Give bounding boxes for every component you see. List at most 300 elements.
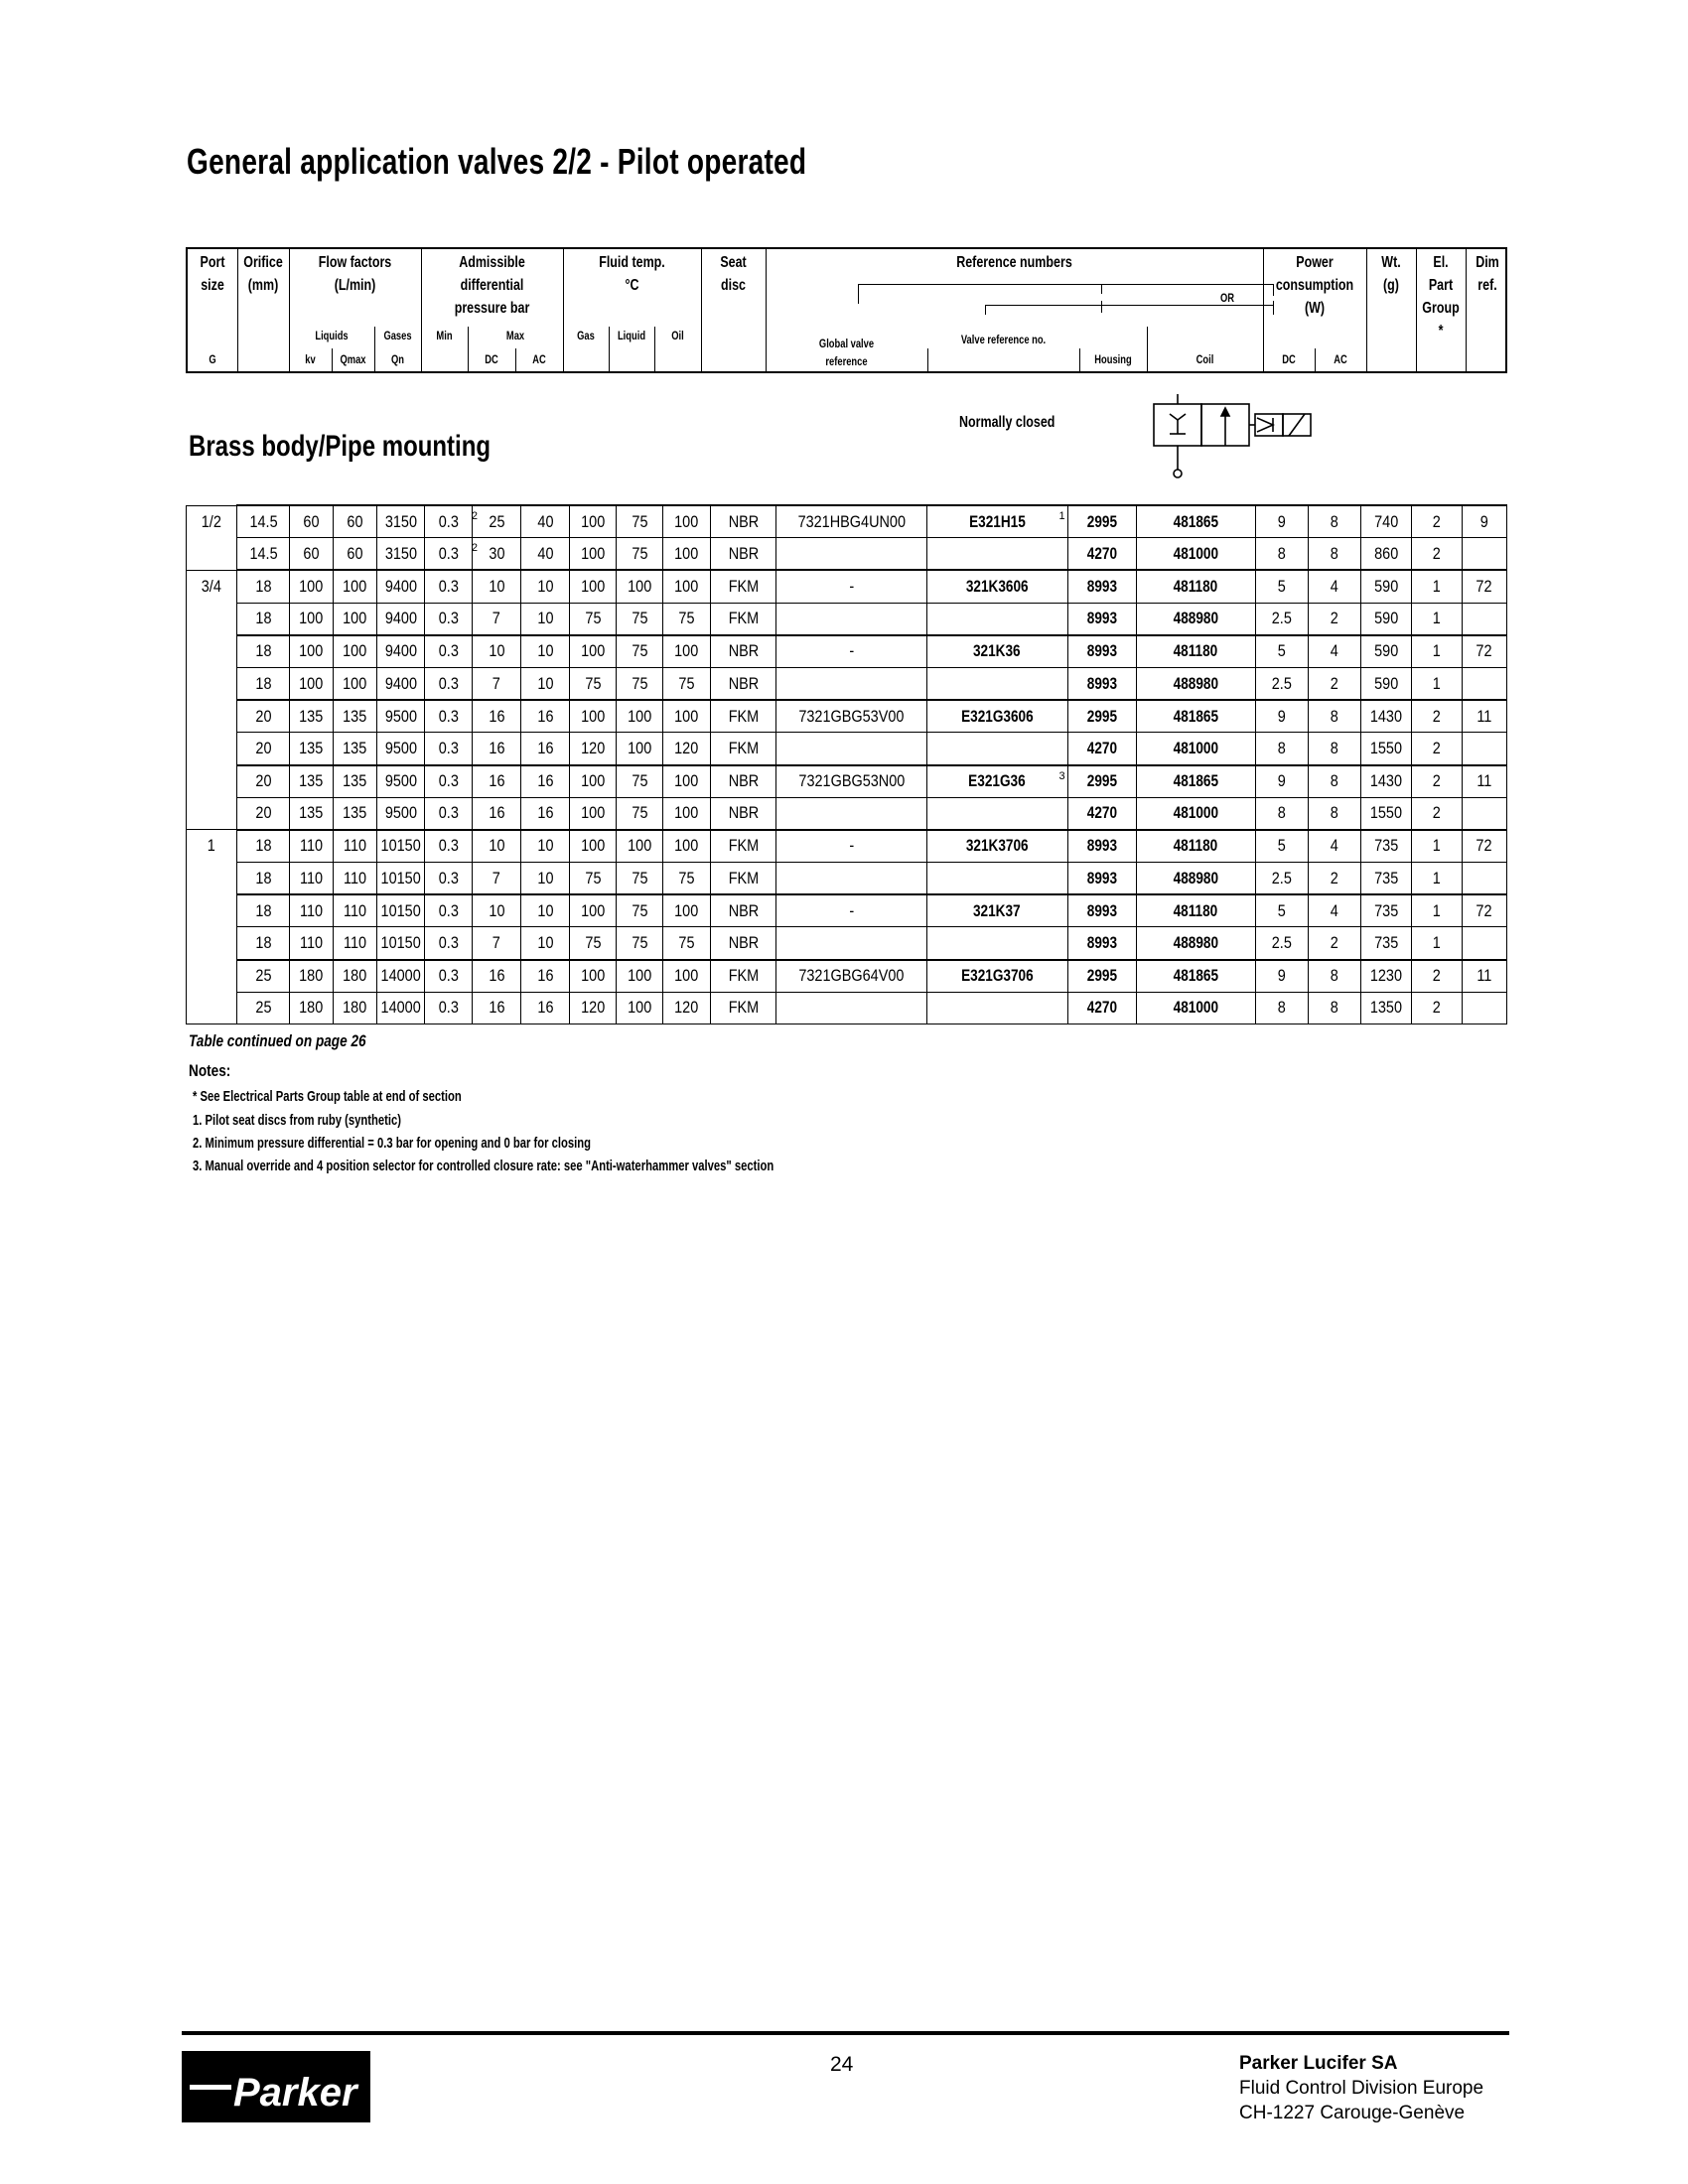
cell-housing: 8993 xyxy=(1067,667,1136,700)
cell-global xyxy=(776,667,926,700)
cell-liquid: 75 xyxy=(617,765,663,798)
cell-dc: 7 xyxy=(473,927,521,960)
cell-el: 1 xyxy=(1411,927,1462,960)
cell-wt: 860 xyxy=(1360,538,1411,571)
cell-gas: 75 xyxy=(570,603,617,635)
power-dc-label: DC xyxy=(1282,352,1296,366)
cell-port: 3/4 xyxy=(187,570,237,603)
footer-rule xyxy=(182,2031,1509,2035)
cell-housing: 8993 xyxy=(1067,570,1136,603)
oil-label: Oil xyxy=(671,329,684,342)
cell-wdc: 8 xyxy=(1255,733,1308,765)
cell-orifice: 18 xyxy=(237,863,290,895)
cell-gas: 120 xyxy=(570,992,617,1024)
coil-label: Coil xyxy=(1196,352,1214,366)
cell-valve: E321G3606 xyxy=(926,700,1067,733)
cell-el: 2 xyxy=(1411,960,1462,993)
cell-orifice: 18 xyxy=(237,927,290,960)
cell-wac: 4 xyxy=(1308,894,1360,927)
cell-kv: 110 xyxy=(290,830,334,863)
cell-el: 2 xyxy=(1411,765,1462,798)
cell-dim: 72 xyxy=(1462,894,1506,927)
cell-ac: 10 xyxy=(521,863,570,895)
cell-ac: 16 xyxy=(521,960,570,993)
cell-liquid: 75 xyxy=(617,797,663,830)
cell-port: 1 xyxy=(187,830,237,863)
table-continued-note: Table continued on page 26 xyxy=(189,1031,366,1050)
cell-dc: 10 xyxy=(473,570,521,603)
cell-coil: 488980 xyxy=(1137,927,1256,960)
cell-qmax: 100 xyxy=(334,603,377,635)
cell-wt: 735 xyxy=(1360,863,1411,895)
table-row xyxy=(187,538,1507,571)
cell-gas: 75 xyxy=(570,927,617,960)
cell-seat: NBR xyxy=(711,667,776,700)
cell-port xyxy=(187,733,237,765)
table-row xyxy=(187,863,1507,895)
cell-oil: 100 xyxy=(663,700,711,733)
cell-wt: 735 xyxy=(1360,894,1411,927)
cell-wt: 1350 xyxy=(1360,992,1411,1024)
cell-qmax: 60 xyxy=(334,538,377,571)
cell-coil: 481180 xyxy=(1137,894,1256,927)
cell-wac: 2 xyxy=(1308,863,1360,895)
cell-liquid: 75 xyxy=(617,635,663,668)
cell-valve xyxy=(926,797,1067,830)
cell-kv: 110 xyxy=(290,894,334,927)
table-row xyxy=(187,635,1507,668)
cell-port xyxy=(187,927,237,960)
cell-liquid: 75 xyxy=(617,927,663,960)
footnote-marker: 2 xyxy=(471,542,479,555)
cell-qn: 9400 xyxy=(377,667,425,700)
cell-oil: 100 xyxy=(663,830,711,863)
cell-valve xyxy=(926,667,1067,700)
cell-wac: 8 xyxy=(1308,797,1360,830)
cell-gas: 100 xyxy=(570,960,617,993)
cell-qn: 9500 xyxy=(377,700,425,733)
cell-port xyxy=(187,797,237,830)
company-address xyxy=(1239,2051,1483,2125)
cell-min: 0.3 xyxy=(425,927,473,960)
table-row xyxy=(187,797,1507,830)
valve-reference-no-label: Valve reference no. xyxy=(960,333,1047,346)
cell-min: 0.3 xyxy=(425,700,473,733)
cell-min: 0.3 xyxy=(425,830,473,863)
cell-qn: 10150 xyxy=(377,830,425,863)
cell-qmax: 100 xyxy=(334,635,377,668)
cell-liquid: 100 xyxy=(617,570,663,603)
cell-min: 0.3 2 xyxy=(425,505,473,538)
footnote-marker: 3 xyxy=(1058,769,1065,782)
cell-wac: 8 xyxy=(1308,733,1360,765)
cell-housing: 4270 xyxy=(1067,992,1136,1024)
cell-qmax: 110 xyxy=(334,927,377,960)
cell-qn: 3150 xyxy=(377,538,425,571)
cell-dc: 16 xyxy=(473,733,521,765)
cell-valve: 321K3606 xyxy=(926,570,1067,603)
cell-qmax: 110 xyxy=(334,894,377,927)
cell-wt: 735 xyxy=(1360,830,1411,863)
cell-ac: 10 xyxy=(521,603,570,635)
table-row xyxy=(187,700,1507,733)
cell-el: 1 xyxy=(1411,830,1462,863)
cell-seat: NBR xyxy=(711,765,776,798)
cell-wac: 8 xyxy=(1308,960,1360,993)
cell-global xyxy=(776,927,926,960)
cell-port xyxy=(187,992,237,1024)
cell-ac: 16 xyxy=(521,765,570,798)
note-item: 1. Pilot seat discs from ruby (synthetic) xyxy=(193,1112,402,1129)
cell-wt: 590 xyxy=(1360,603,1411,635)
cell-wdc: 8 xyxy=(1255,538,1308,571)
cell-min: 0.3 xyxy=(425,863,473,895)
cell-ac: 16 xyxy=(521,797,570,830)
el-part-group-header: El. Part Group * xyxy=(1422,254,1460,340)
cell-el: 2 xyxy=(1411,797,1462,830)
company-location: CH-1227 Carouge-Genève xyxy=(1239,2103,1466,2123)
cell-wdc: 5 xyxy=(1255,635,1308,668)
cell-dim xyxy=(1462,863,1506,895)
cell-wdc: 5 xyxy=(1255,830,1308,863)
cell-liquid: 100 xyxy=(617,992,663,1024)
or-label: OR xyxy=(1219,291,1235,305)
liquids-label: Liquids xyxy=(315,329,349,342)
table-header xyxy=(186,247,1507,373)
cell-global: 7321GBG64V00 xyxy=(776,960,926,993)
cell-el: 1 xyxy=(1411,635,1462,668)
cell-coil: 481000 xyxy=(1137,992,1256,1024)
cell-kv: 100 xyxy=(290,667,334,700)
cell-qmax: 135 xyxy=(334,797,377,830)
orifice-header: Orifice (mm) xyxy=(243,254,283,294)
cell-valve xyxy=(926,927,1067,960)
cell-coil: 481865 xyxy=(1137,700,1256,733)
cell-qn: 9500 xyxy=(377,733,425,765)
kv-label: kv xyxy=(305,352,316,366)
admissible-pressure-header: Admissible differential pressure bar xyxy=(454,254,530,317)
cell-oil: 100 xyxy=(663,765,711,798)
cell-global: 7321GBG53V00 xyxy=(776,700,926,733)
cell-oil: 120 xyxy=(663,992,711,1024)
cell-ac: 10 xyxy=(521,635,570,668)
cell-orifice: 14.5 xyxy=(237,538,290,571)
cell-wt: 1430 xyxy=(1360,700,1411,733)
note-item: * See Electrical Parts Group table at end of section xyxy=(193,1088,462,1105)
cell-el: 1 xyxy=(1411,667,1462,700)
cell-el: 1 xyxy=(1411,863,1462,895)
cell-orifice: 14.5 xyxy=(237,505,290,538)
cell-wt: 590 xyxy=(1360,570,1411,603)
cell-oil: 75 xyxy=(663,667,711,700)
cell-housing: 8993 xyxy=(1067,863,1136,895)
cell-valve: E321G3706 xyxy=(926,960,1067,993)
min-label: Min xyxy=(436,329,453,342)
cell-liquid: 100 xyxy=(617,830,663,863)
cell-oil: 100 xyxy=(663,797,711,830)
cell-qn: 10150 xyxy=(377,863,425,895)
cell-dim: 11 xyxy=(1462,700,1506,733)
max-label: Max xyxy=(505,329,525,342)
cell-orifice: 25 xyxy=(237,960,290,993)
cell-oil: 100 xyxy=(663,894,711,927)
cell-ac: 40 xyxy=(521,538,570,571)
cell-valve xyxy=(926,863,1067,895)
cell-wac: 8 xyxy=(1308,992,1360,1024)
cell-min: 0.3 xyxy=(425,733,473,765)
table-row xyxy=(187,830,1507,863)
cell-wt: 1230 xyxy=(1360,960,1411,993)
note-item: 2. Minimum pressure differential = 0.3 bar for opening and 0 bar for closing xyxy=(193,1135,592,1152)
cell-wac: 8 xyxy=(1308,538,1360,571)
cell-dc: 16 xyxy=(473,700,521,733)
table-row xyxy=(187,927,1507,960)
cell-ac: 10 xyxy=(521,570,570,603)
cell-coil: 481865 xyxy=(1137,765,1256,798)
cell-orifice: 18 xyxy=(237,603,290,635)
cell-wt: 740 xyxy=(1360,505,1411,538)
cell-el: 2 xyxy=(1411,992,1462,1024)
cell-housing: 8993 xyxy=(1067,894,1136,927)
cell-gas: 100 xyxy=(570,635,617,668)
cell-orifice: 18 xyxy=(237,894,290,927)
notes-heading: Notes: xyxy=(189,1061,231,1080)
cell-wdc: 5 xyxy=(1255,570,1308,603)
cell-global: - xyxy=(776,830,926,863)
cell-oil: 100 xyxy=(663,570,711,603)
cell-housing: 8993 xyxy=(1067,603,1136,635)
cell-qmax: 135 xyxy=(334,700,377,733)
cell-dim: 11 xyxy=(1462,765,1506,798)
cell-liquid: 100 xyxy=(617,700,663,733)
gases-label: Gases xyxy=(383,329,412,342)
cell-gas: 100 xyxy=(570,894,617,927)
seat-disc-header: Seat disc xyxy=(720,254,747,294)
cell-port xyxy=(187,635,237,668)
cell-gas: 100 xyxy=(570,797,617,830)
dc-label: DC xyxy=(485,352,498,366)
cell-valve xyxy=(926,992,1067,1024)
cell-housing: 2995 xyxy=(1067,505,1136,538)
cell-wdc: 8 xyxy=(1255,992,1308,1024)
cell-valve: E321G36 3 xyxy=(926,765,1067,798)
cell-dim xyxy=(1462,733,1506,765)
cell-qn: 14000 xyxy=(377,960,425,993)
cell-wac: 4 xyxy=(1308,570,1360,603)
cell-seat: NBR xyxy=(711,797,776,830)
cell-port xyxy=(187,863,237,895)
cell-wdc: 5 xyxy=(1255,894,1308,927)
cell-orifice: 18 xyxy=(237,667,290,700)
cell-dim xyxy=(1462,667,1506,700)
cell-min: 0.3 xyxy=(425,797,473,830)
weight-header: Wt. (g) xyxy=(1381,254,1401,294)
cell-coil: 488980 xyxy=(1137,667,1256,700)
cell-oil: 75 xyxy=(663,927,711,960)
cell-dim xyxy=(1462,992,1506,1024)
cell-liquid: 75 xyxy=(617,505,663,538)
section-subtitle: Brass body/Pipe mounting xyxy=(189,430,492,463)
cell-gas: 100 xyxy=(570,505,617,538)
cell-wt: 590 xyxy=(1360,667,1411,700)
cell-seat: NBR xyxy=(711,927,776,960)
table-row xyxy=(187,603,1507,635)
cell-el: 1 xyxy=(1411,894,1462,927)
cell-qmax: 180 xyxy=(334,960,377,993)
cell-dim xyxy=(1462,538,1506,571)
cell-seat: NBR xyxy=(711,635,776,668)
cell-el: 1 xyxy=(1411,603,1462,635)
cell-wac: 2 xyxy=(1308,927,1360,960)
cell-port xyxy=(187,603,237,635)
cell-wdc: 2.5 xyxy=(1255,667,1308,700)
cell-orifice: 20 xyxy=(237,700,290,733)
cell-wac: 2 xyxy=(1308,667,1360,700)
cell-wdc: 8 xyxy=(1255,797,1308,830)
table-row xyxy=(187,733,1507,765)
table-row xyxy=(187,667,1507,700)
flow-factors-header: Flow factors (L/min) xyxy=(318,254,392,294)
cell-coil: 481180 xyxy=(1137,830,1256,863)
cell-el: 2 xyxy=(1411,505,1462,538)
cell-liquid: 75 xyxy=(617,538,663,571)
cell-coil: 481000 xyxy=(1137,538,1256,571)
cell-seat: FKM xyxy=(711,700,776,733)
cell-seat: FKM xyxy=(711,733,776,765)
cell-kv: 60 xyxy=(290,505,334,538)
cell-dim xyxy=(1462,927,1506,960)
cell-ac: 10 xyxy=(521,830,570,863)
cell-min: 0.3 xyxy=(425,667,473,700)
cell-wdc: 9 xyxy=(1255,960,1308,993)
cell-kv: 135 xyxy=(290,797,334,830)
parker-logo xyxy=(182,2051,370,2127)
ac-label: AC xyxy=(532,352,546,366)
cell-gas: 100 xyxy=(570,538,617,571)
cell-port xyxy=(187,700,237,733)
cell-el: 1 xyxy=(1411,570,1462,603)
cell-kv: 110 xyxy=(290,863,334,895)
cell-kv: 135 xyxy=(290,765,334,798)
port-size-header: Port size xyxy=(200,254,225,294)
normally-closed-valve-symbol xyxy=(1152,392,1321,481)
cell-dim xyxy=(1462,603,1506,635)
cell-seat: FKM xyxy=(711,603,776,635)
cell-gas: 75 xyxy=(570,863,617,895)
page-number: 24 xyxy=(830,2053,854,2076)
cell-dc: 16 xyxy=(473,765,521,798)
cell-seat: NBR xyxy=(711,894,776,927)
company-name: Parker Lucifer SA xyxy=(1239,2053,1398,2074)
cell-port: 1/2 xyxy=(187,505,237,538)
cell-liquid: 100 xyxy=(617,960,663,993)
cell-kv: 110 xyxy=(290,927,334,960)
cell-dim: 72 xyxy=(1462,635,1506,668)
fluid-temp-header: Fluid temp. °C xyxy=(599,254,665,294)
cell-kv: 100 xyxy=(290,635,334,668)
cell-global: - xyxy=(776,894,926,927)
cell-global xyxy=(776,797,926,830)
cell-global: - xyxy=(776,635,926,668)
qn-label: Qn xyxy=(390,352,404,366)
cell-qmax: 180 xyxy=(334,992,377,1024)
cell-dc: 16 xyxy=(473,960,521,993)
cell-el: 2 xyxy=(1411,733,1462,765)
cell-wac: 4 xyxy=(1308,830,1360,863)
cell-orifice: 18 xyxy=(237,570,290,603)
cell-wac: 8 xyxy=(1308,700,1360,733)
cell-dc: 10 xyxy=(473,894,521,927)
cell-valve: 321K36 xyxy=(926,635,1067,668)
cell-orifice: 18 xyxy=(237,830,290,863)
cell-dc: 30 xyxy=(473,538,521,571)
qmax-label: Qmax xyxy=(340,352,366,366)
cell-qn: 10150 xyxy=(377,894,425,927)
cell-liquid: 75 xyxy=(617,603,663,635)
cell-min: 0.3 xyxy=(425,603,473,635)
cell-coil: 481180 xyxy=(1137,570,1256,603)
cell-kv: 135 xyxy=(290,733,334,765)
port-g-label: G xyxy=(209,352,216,366)
cell-wt: 590 xyxy=(1360,635,1411,668)
cell-ac: 16 xyxy=(521,733,570,765)
cell-gas: 100 xyxy=(570,700,617,733)
cell-dim: 72 xyxy=(1462,570,1506,603)
cell-port xyxy=(187,765,237,798)
cell-wt: 735 xyxy=(1360,927,1411,960)
cell-dc: 7 xyxy=(473,667,521,700)
cell-housing: 2995 xyxy=(1067,960,1136,993)
cell-global: 7321HBG4UN00 xyxy=(776,505,926,538)
dim-ref-header: Dim ref. xyxy=(1476,254,1499,294)
cell-dc: 25 xyxy=(473,505,521,538)
cell-dc: 10 xyxy=(473,830,521,863)
cell-ac: 10 xyxy=(521,894,570,927)
cell-liquid: 100 xyxy=(617,733,663,765)
liquid-label: Liquid xyxy=(617,329,646,342)
cell-dc: 7 xyxy=(473,863,521,895)
cell-liquid: 75 xyxy=(617,894,663,927)
cell-global xyxy=(776,733,926,765)
cell-oil: 100 xyxy=(663,960,711,993)
cell-orifice: 20 xyxy=(237,797,290,830)
cell-housing: 8993 xyxy=(1067,830,1136,863)
cell-wt: 1550 xyxy=(1360,733,1411,765)
cell-qmax: 135 xyxy=(334,765,377,798)
note-item: 3. Manual override and 4 position selector for controlled closure rate: see "Anti-waterhammer valves" section xyxy=(193,1158,774,1174)
cell-qn: 9500 xyxy=(377,765,425,798)
cell-oil: 120 xyxy=(663,733,711,765)
cell-oil: 100 xyxy=(663,505,711,538)
global-valve-reference-label: Global valve reference xyxy=(818,337,875,368)
cell-global: 7321GBG53N00 xyxy=(776,765,926,798)
cell-housing: 4270 xyxy=(1067,797,1136,830)
cell-qn: 3150 xyxy=(377,505,425,538)
cell-ac: 16 xyxy=(521,700,570,733)
cell-kv: 60 xyxy=(290,538,334,571)
cell-port xyxy=(187,538,237,571)
cell-seat: NBR xyxy=(711,538,776,571)
table-row xyxy=(187,570,1507,603)
cell-orifice: 18 xyxy=(237,635,290,668)
cell-dim: 9 xyxy=(1462,505,1506,538)
cell-el: 2 xyxy=(1411,700,1462,733)
cell-wac: 2 xyxy=(1308,603,1360,635)
cell-housing: 8993 xyxy=(1067,635,1136,668)
reference-numbers-header: Reference numbers xyxy=(956,254,1072,271)
cell-global xyxy=(776,863,926,895)
footnote-marker: 1 xyxy=(1058,510,1065,522)
